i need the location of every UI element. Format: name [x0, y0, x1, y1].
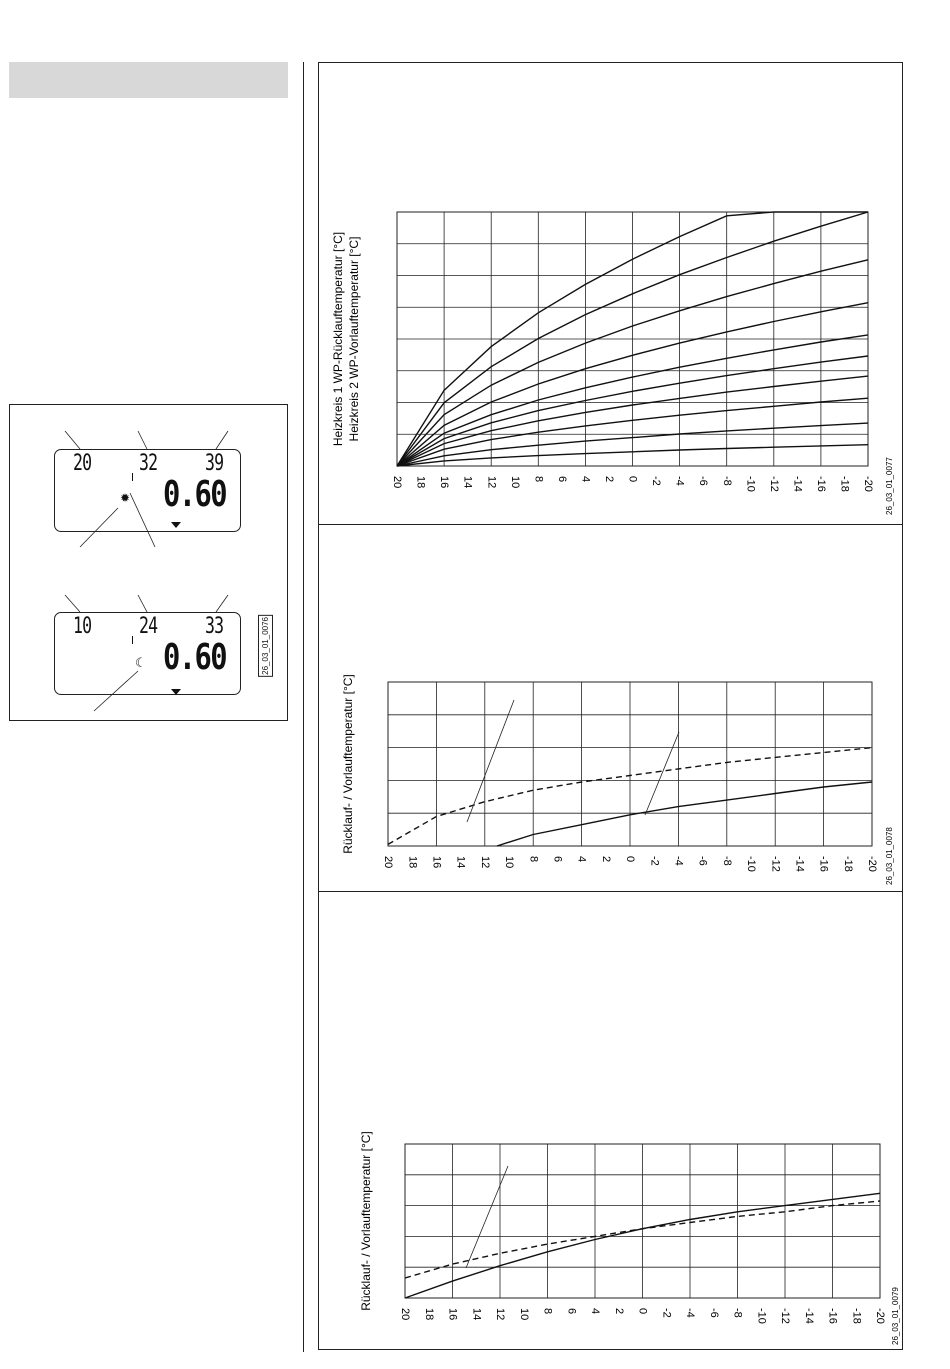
callout-line — [467, 700, 514, 822]
x-tick-label: -4 — [673, 476, 686, 486]
x-tick-label: -16 — [826, 1308, 839, 1324]
x-tick-label: -16 — [817, 856, 830, 872]
x-tick-label: -6 — [707, 1308, 720, 1318]
gradient-value: 0.60 — [163, 474, 226, 515]
x-tick-label: -14 — [793, 856, 806, 872]
x-tick-label: -18 — [850, 1308, 863, 1324]
x-tick-label: -20 — [866, 856, 879, 872]
x-tick-label: -6 — [697, 476, 710, 486]
figure-ref: 26_03_01_0076 — [258, 615, 273, 677]
x-tick-label: 20 — [391, 476, 404, 489]
x-tick-label: 12 — [494, 1308, 507, 1321]
callout-line — [645, 732, 679, 815]
display-value-2: 24 — [139, 614, 158, 639]
x-tick-label: -16 — [814, 476, 827, 492]
chart-heating-curves — [331, 212, 894, 515]
x-tick-label: 14 — [470, 1308, 483, 1321]
x-tick-label: 6 — [555, 476, 568, 483]
x-tick-label: 10 — [503, 856, 516, 869]
x-tick-label: -8 — [731, 1308, 744, 1318]
x-tick-label: 16 — [430, 856, 443, 869]
x-tick-label: 16 — [446, 1308, 459, 1321]
chart-return-flow-2 — [359, 1131, 900, 1345]
figure-ref: 26_03_01_0078 — [885, 827, 894, 885]
x-tick-label: -8 — [720, 856, 733, 866]
callout-line — [466, 1166, 508, 1268]
x-tick-label: 2 — [603, 476, 616, 483]
sun-icon: ✹ — [120, 491, 131, 505]
x-tick-label: 18 — [414, 476, 427, 489]
x-tick-label: 2 — [599, 856, 612, 863]
x-tick-label: -6 — [696, 856, 709, 866]
x-tick-label: 8 — [541, 1308, 554, 1315]
x-tick-label: -12 — [769, 856, 782, 872]
x-tick-label: 0 — [636, 1308, 649, 1315]
x-tick-label: -12 — [767, 476, 780, 492]
display-value-3: 33 — [205, 614, 224, 639]
x-tick-label: 10 — [517, 1308, 530, 1321]
x-tick-label: 6 — [551, 856, 564, 863]
x-tick-label: -2 — [650, 476, 663, 486]
x-tick-label: -14 — [791, 476, 804, 492]
x-tick-label: 8 — [532, 476, 545, 483]
gradient-value: 0.60 — [163, 637, 226, 678]
x-tick-label: 16 — [438, 476, 451, 489]
display-value-1: 10 — [73, 614, 92, 639]
y-axis-label: Rücklauf- / Vorlauftemperatur [°C] — [341, 674, 355, 854]
x-tick-label: 8 — [527, 856, 540, 863]
x-tick-label: -4 — [672, 856, 685, 866]
x-tick-label: 4 — [579, 476, 592, 483]
x-tick-label: -2 — [660, 1308, 673, 1318]
x-tick-label: -14 — [802, 1308, 815, 1324]
x-tick-label: 20 — [399, 1308, 412, 1321]
x-tick-label: 6 — [565, 1308, 578, 1315]
series-line-solid — [497, 782, 872, 846]
x-tick-label: -10 — [745, 856, 758, 872]
x-tick-label: -2 — [648, 856, 661, 866]
y-axis-label: Heizkreis 1 WP-Rücklauftemperatur [°C] — [331, 231, 345, 447]
chart-return-flow-1 — [341, 674, 894, 885]
x-tick-label: 2 — [612, 1308, 625, 1315]
x-tick-label: -18 — [838, 476, 851, 492]
x-tick-label: 4 — [589, 1308, 602, 1315]
x-tick-label: 14 — [454, 856, 467, 869]
x-tick-label: 12 — [478, 856, 491, 869]
display-value-1: 20 — [73, 451, 92, 476]
moon-icon: ☾ — [135, 655, 147, 670]
x-tick-label: 12 — [485, 476, 498, 489]
display-value-3: 39 — [205, 451, 224, 476]
y-axis-label: Heizkreis 2 WP-Vorlauftemperatur [°C] — [347, 236, 361, 442]
x-tick-label: 4 — [575, 856, 588, 863]
x-tick-label: 18 — [422, 1308, 435, 1321]
x-tick-label: 20 — [382, 856, 395, 869]
figure-ref: 26_03_01_0077 — [885, 457, 894, 515]
x-tick-label: 10 — [508, 476, 521, 489]
figure-ref: 26_03_01_0079 — [891, 1287, 900, 1345]
x-tick-label: -8 — [720, 476, 733, 486]
x-tick-label: -20 — [862, 476, 875, 492]
x-tick-label: -20 — [874, 1308, 887, 1324]
y-axis-label: Rücklauf- / Vorlauftemperatur [°C] — [359, 1131, 373, 1311]
x-tick-label: 0 — [624, 856, 637, 863]
x-tick-label: -4 — [684, 1308, 697, 1318]
x-tick-label: 0 — [626, 476, 639, 483]
x-tick-label: -12 — [779, 1308, 792, 1324]
display-value-2: 32 — [139, 451, 158, 476]
x-tick-label: -10 — [755, 1308, 768, 1324]
x-tick-label: -18 — [841, 856, 854, 872]
x-tick-label: 14 — [461, 476, 474, 489]
x-tick-label: 18 — [406, 856, 419, 869]
x-tick-label: -10 — [744, 476, 757, 492]
